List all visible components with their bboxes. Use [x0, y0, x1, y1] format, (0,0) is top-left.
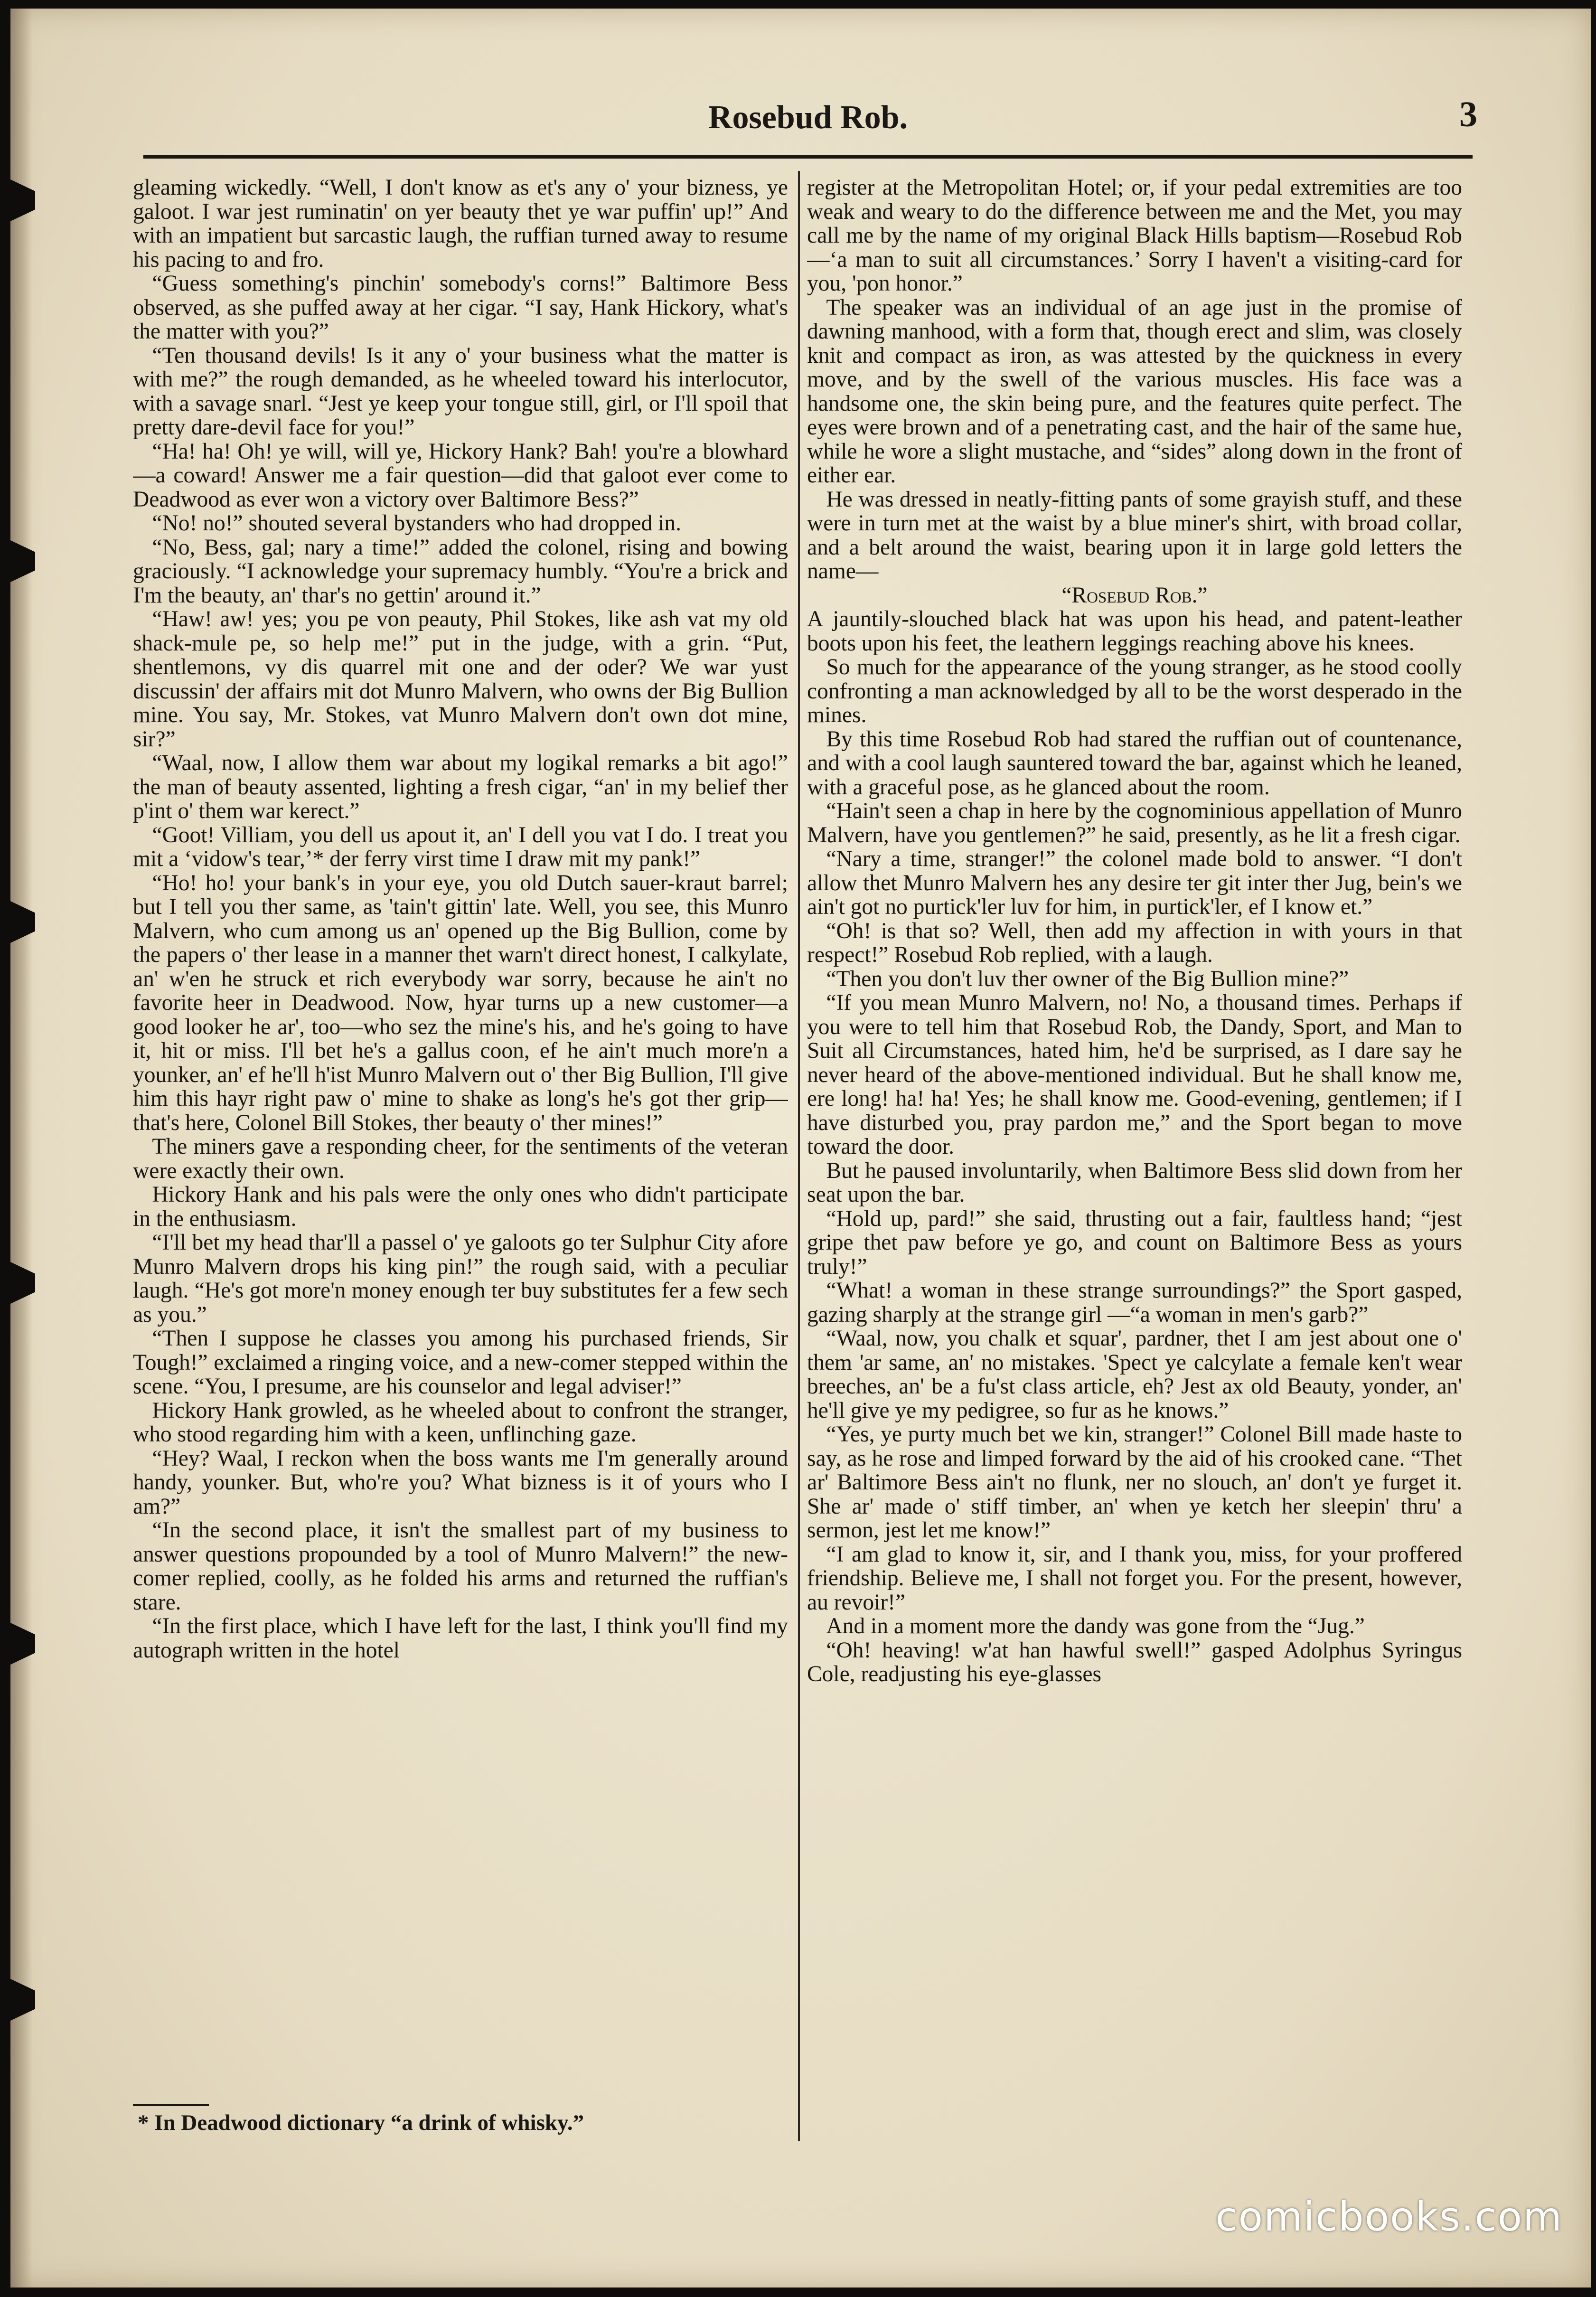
paragraph: “What! a woman in these strange surroundings?” the Sport gasped, gazing sharply at the strange girl —“a woman in men's garb?” [807, 1278, 1462, 1327]
paragraph: “Hold up, pard!” she said, thrusting out a fair, faultless hand; “jest gripe thet paw before ye go, and count on Baltimore Bess as yours truly!” [807, 1206, 1462, 1279]
watermark: comicbooks.com [1215, 2193, 1563, 2240]
page-number: 3 [1459, 94, 1477, 134]
paragraph: gleaming wickedly. “Well, I don't know as et's any o' your bizness, ye galoot. I war jest ruminatin' on yer beauty thet ye war puffin' up!” And with an impatient but sarcastic laugh, the ruffian turned away to resume his pacing to and fro. [133, 176, 788, 272]
running-title: Rosebud Rob. [708, 99, 908, 136]
paragraph: “Nary a time, stranger!” the colonel made bold to answer. “I don't allow thet Munro Malvern hes any desire ter git inter ther Jug, bein's we ain't got no purtick'ler luv for him, in purtick'ler, ef I know et.” [807, 847, 1462, 919]
paragraph: A jauntily-slouched black hat was upon his head, and patent-leather boots upon his feet, the leathern leggings reaching above his knees. [807, 607, 1462, 656]
header-rule [143, 155, 1473, 159]
paragraph: “Waal, now, I allow them war about my logikal remarks a bit ago!” the man of beauty assented, lighting a fresh cigar, “an' in my belief ther p'int o' them war kerect.” [133, 751, 788, 823]
paragraph: Hickory Hank and his pals were the only ones who didn't participate in the enthusiasm. [133, 1182, 788, 1231]
paragraph: The speaker was an individual of an age just in the promise of dawning manhood, with a form that, though erect and slim, was closely knit and compact as iron, as was attested by the quickness in every move, and by the swell of the various muscles. His face was a handsome one, the skin being pure, and the features quite perfect. The eyes were brown and of a penetrating cast, and the hair of the same hue, while he wore a slight mustache, and “sides” along down in the front of either ear. [807, 295, 1462, 488]
paragraph: “Haw! aw! yes; you pe von peauty, Phil Stokes, like ash vat my old shack-mule pe, so help me!” put in the judge, with a grin. “Put, shentlemons, vy dis quarrel mit one and der oder? We war yust discussin' der affairs mit dot Munro Malvern, who owns der Big Bullion mine. You say, Mr. Stokes, vat Munro Malvern don't own dot mine, sir?” [133, 607, 788, 752]
paragraph: “Then you don't luv ther owner of the Big Bullion mine?” [826, 966, 1349, 991]
paragraph: “No, Bess, gal; nary a time!” added the colonel, rising and bowing graciously. “I acknowledge your supremacy humbly. “You're a brick and I'm the beauty, an' thar's no gettin' around it.” [133, 535, 788, 608]
paragraph: register at the Metropolitan Hotel; or, if your pedal extremities are too weak and weary to do the difference between me and the Met, you may call me by the name of my original Black Hills baptism—Rosebud Rob—‘a man to suit all circumstances.’ Sorry I haven't a visiting-card for you, 'pon honor.” [807, 176, 1462, 296]
page-spine-shadow [10, 9, 32, 2288]
paragraph: “Ho! ho! your bank's in your eye, you old Dutch sauer-kraut barrel; but I tell you ther same, as 'tain't gittin' late. Well, you see, this Munro Malvern, who cum among us an' opened up the Big Bullion, come by the papers o' ther lease in a manner thet warn't direct honest, I calkylate, an' w'en he struck et rich everybody war sorry, because he ain't no favorite heer in Deadwood. Now, hyar turns up a new customer—a good looker he ar', too—who sez the mine's his, and he's going to have it, hit or miss. I'll bet he's a gallus coon, ef he ain't much more'n a younker, an' ef he'll h'ist Munro Malvern out o' ther Big Bullion, I'll give him this hayr right paw o' mine to shake as long's he's got ther grip—that's here, Colonel Bill Stokes, ther beauty o' ther mines!” [133, 870, 788, 1135]
paragraph: “Hey? Waal, I reckon when the boss wants me I'm generally around handy, younker. But, who're you? What bizness is it of yours who I am?” [133, 1446, 788, 1519]
paragraph: “No! no!” shouted several bystanders who had dropped in. [152, 511, 682, 536]
paragraph: He was dressed in neatly-fitting pants of some grayish stuff, and these were in turn met at the waist by a blue miner's shirt, with broad collar, and a belt around the waist, bearing upon it in large gold letters the name— [807, 487, 1462, 584]
footnote: * In Deadwood dictionary “a drink of whisky.” [138, 2110, 584, 2135]
paragraph: “Waal, now, you chalk et squar', pardner, thet I am jest about one o' them 'ar same, an' no mistakes. 'Spect ye calcylate a female ken't wear breeches, an' be a fu'st class article, eh? Jest ax old Beauty, yonder, an' he'll give ye my pedigree, so fur as he knows.” [807, 1326, 1462, 1423]
paragraph: “I am glad to know it, sir, and I thank you, miss, for your proffered friendship. Believe me, I shall not forget you. For the present, however, au revoir!” [807, 1542, 1462, 1615]
paragraph: “Oh! heaving! w'at han hawful swell!” gasped Adolphus Syringus Cole, readjusting his eye-glasses [807, 1638, 1462, 1686]
paragraph: But he paused involuntarily, when Baltimore Bess slid down from her seat upon the bar. [807, 1158, 1462, 1207]
paragraph: So much for the appearance of the young stranger, as he stood coolly confronting a man acknowledged by all to be the worst desperado in the mines. [807, 655, 1462, 727]
paragraph: The miners gave a responding cheer, for the sentiments of the veteran were exactly their own. [133, 1134, 788, 1183]
paragraph: “I'll bet my head thar'll a passel o' ye galoots go ter Sulphur City afore Munro Malvern drops his king pin!” the rough said, with a peculiar laugh. “He's got more'n money enough ter buy substitutes fer a few sech as you.” [133, 1230, 788, 1327]
paragraph: “If you mean Munro Malvern, no! No, a thousand times. Perhaps if you were to tell him that Rosebud Rob, the Dandy, Sport, and Man to Suit all Circumstances, hated him, he'd be surprised, as I dare say he never heard of the above-mentioned individual. But he shall know me, ere long! ha! ha! Yes; he shall know me. Good-evening, gentlemen; if I have disturbed you, pray pardon me,” and the Sport began to move toward the door. [807, 990, 1462, 1159]
paragraph: “Hain't seen a chap in here by the cognominious appellation of Munro Malvern, have you gentlemen?” he said, presently, as he lit a fresh cigar. [807, 799, 1462, 847]
paragraph: “Goot! Villiam, you dell us apout it, an' I dell you vat I do. I treat you mit a ‘vidow's tear,’* der ferry virst time I draw mit my pank!” [133, 822, 788, 871]
column-divider [798, 171, 800, 2141]
paragraph: “Ha! ha! Oh! ye will, will ye, Hickory Hank? Bah! you're a blowhard—a coward! Answer me a fair question—did that galoot ever come to Deadwood as ever won a victory over Baltimore Bess?” [133, 439, 788, 512]
paragraph: By this time Rosebud Rob had stared the ruffian out of countenance, and with a cool laugh sauntered toward the bar, against which he leaned, with a graceful pose, as he glanced about the room. [807, 726, 1462, 800]
paragraph: “Ten thousand devils! Is it any o' your business what the matter is with me?” the rough demanded, as he wheeled toward his interlocutor, with a savage snarl. “Jest ye keep your tongue still, girl, or I'll spoil that pretty dare-devil face for you!” [133, 343, 788, 440]
paragraph: “Then I suppose he classes you among his purchased friends, Sir Tough!” exclaimed a ringing voice, and a new-comer stepped within the scene. “You, I presume, are his counselor and legal adviser!” [133, 1326, 788, 1399]
paragraph: “In the second place, it isn't the smallest part of my business to answer questions propounded by a tool of Munro Malvern!” the new-comer replied, coolly, as he folded his arms and returned the ruffian's stare. [133, 1518, 788, 1615]
paragraph: And in a moment more the dandy was gone from the “Jug.” [826, 1614, 1365, 1638]
paragraph: “Yes, ye purty much bet we kin, stranger!” Colonel Bill made haste to say, as he rose and limped forward by the aid of his crooked cane. “Thet ar' Baltimore Bess ain't no flunk, ner no slouch, an' don't ye furget it. She ar' made o' stiff timber, an' when ye ketch her sleepin' thru' a sermon, jest let me know!” [807, 1422, 1462, 1543]
footnote-rule [133, 2104, 209, 2106]
belt-name-line: “Rosebud Rob.” [1061, 583, 1208, 608]
paragraph: “In the first place, which I have left for the last, I think you'll find my autograph written in the hotel [133, 1614, 788, 1663]
paragraph: “Oh! is that so? Well, then add my affection in with yours in that respect!” Rosebud Rob replied, with a laugh. [807, 918, 1462, 967]
right-column [807, 176, 1462, 2108]
paragraph: Hickory Hank growled, as he wheeled about to confront the stranger, who stood regarding him with a keen, unflinching gaze. [133, 1398, 788, 1447]
paragraph: “Guess something's pinchin' somebody's corns!” Baltimore Bess observed, as she puffed away at her cigar. “I say, Hank Hickory, what's the matter with you?” [133, 271, 788, 344]
page-header [143, 89, 1477, 170]
left-column [133, 176, 788, 2108]
